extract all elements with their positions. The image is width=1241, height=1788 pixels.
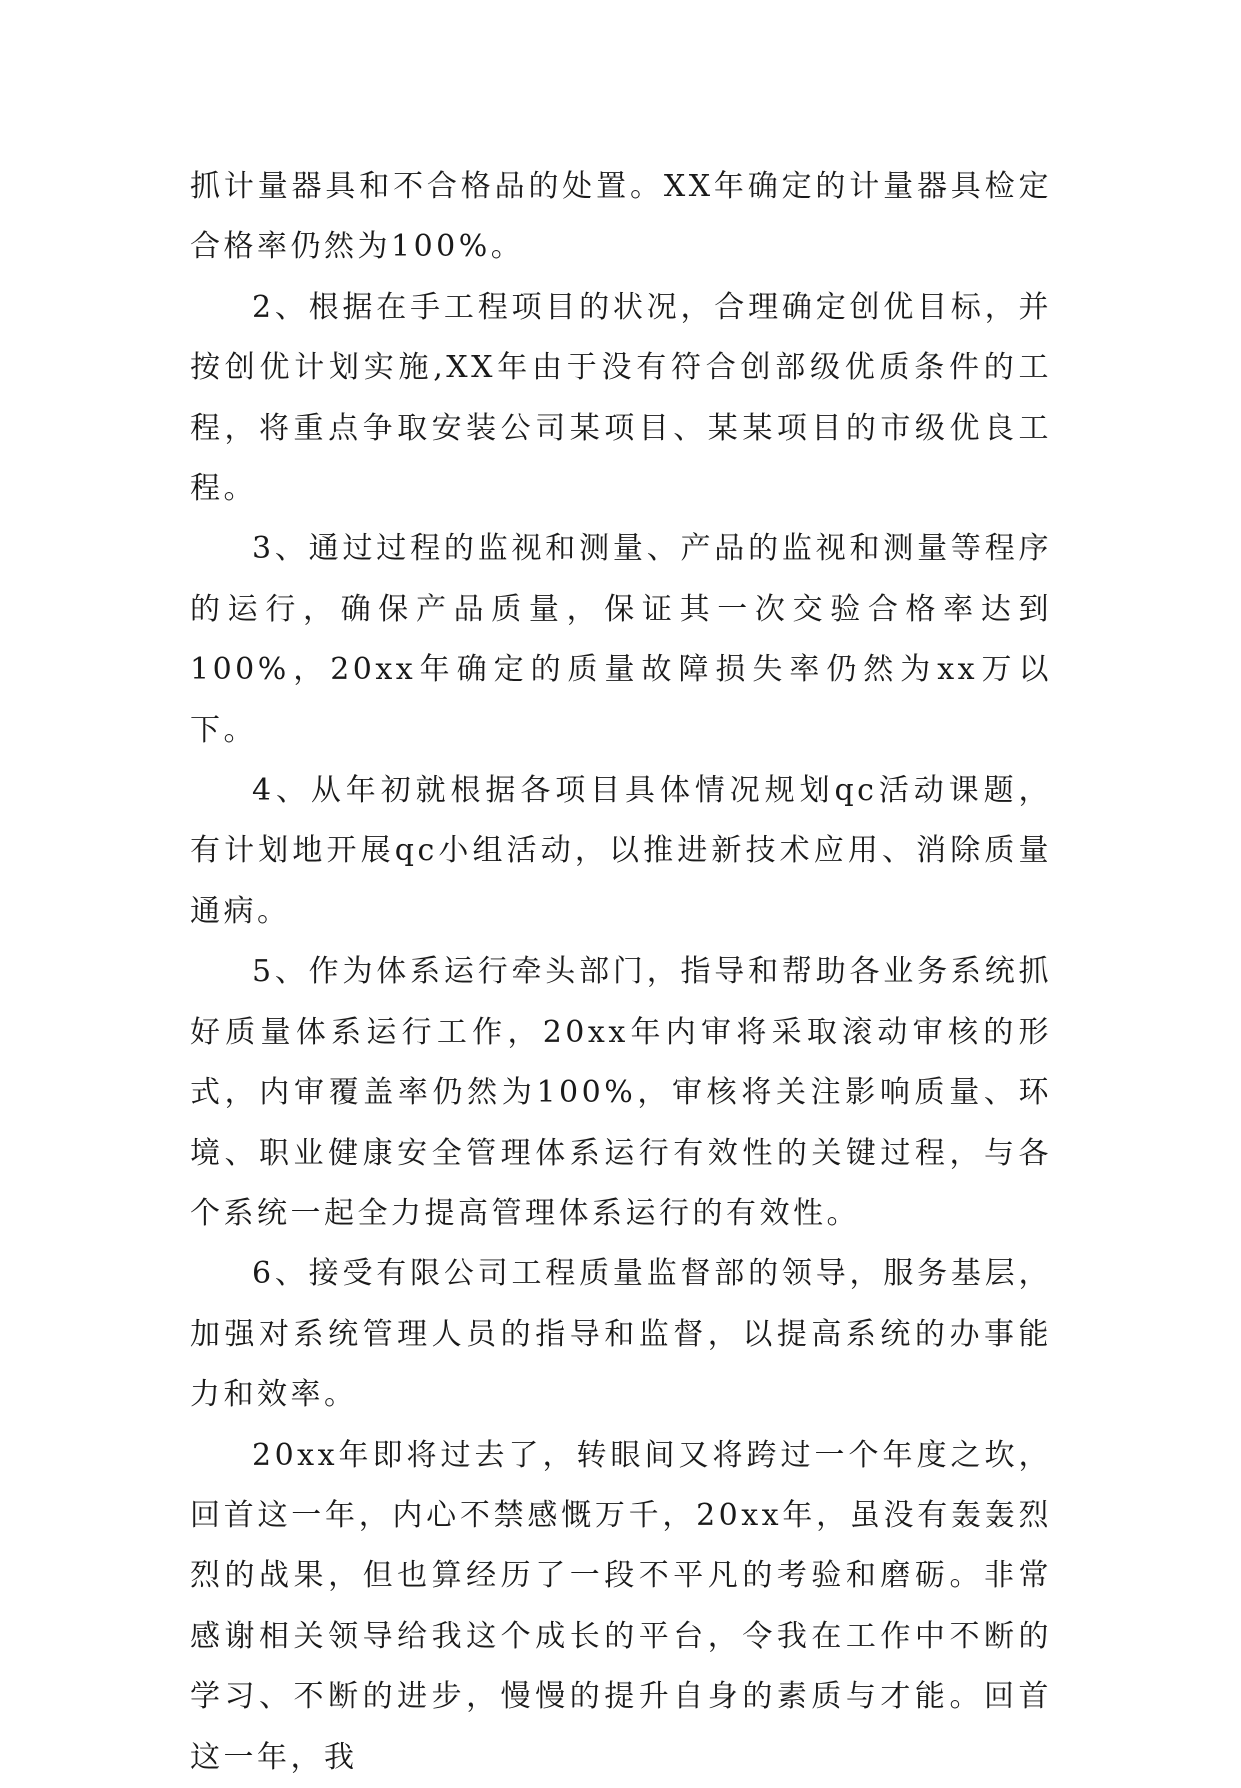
paragraph-item-4: 4、从年初就根据各项目具体情况规划qc活动课题，有计划地开展qc小组活动，以推进新技术应用、消除质量通病。: [190, 773, 1052, 929]
document-body: [190, 157, 1052, 1788]
paragraph-year-review: 20xx年即将过去了，转眼间又将跨过一个年度之坎，回首这一年，内心不禁感慨万千，20xx年，虽没有轰轰烈烈的战果，但也算经历了一段不平凡的考验和磨砺。非常感谢相关领导给我这个成长的平台，令我在工作中不断的学习、不断的进步，慢慢的提升自身的素质与才能。回首这一年，我: [190, 1437, 1052, 1775]
paragraph-item-5: 5、作为体系运行牵头部门，指导和帮助各业务系统抓好质量体系运行工作，20xx年内审将采取滚动审核的形式，内审覆盖率仍然为100%，审核将关注影响质量、环境、职业健康安全管理体系运行有效性的关键过程，与各个系统一起全力提高管理体系运行的有效性。: [190, 954, 1052, 1231]
paragraph-item-6: 6、接受有限公司工程质量监督部的领导，服务基层，加强对系统管理人员的指导和监督，以提高系统的办事能力和效率。: [190, 1256, 1052, 1413]
paragraph-item-3: 3、通过过程的监视和测量、产品的监视和测量等程序的运行，确保产品质量，保证其一次交验合格率达到100%，20xx年确定的质量故障损失率仍然为xx万以下。: [190, 531, 1052, 748]
paragraph-intro-continuation: 抓计量器具和不合格品的处置。XX年确定的计量器具检定合格率仍然为100%。: [190, 169, 1052, 265]
paragraph-item-2: 2、根据在手工程项目的状况，合理确定创优目标，并按创优计划实施,XX年由于没有符合创部级优质条件的工程，将重点争取安装公司某项目、某某项目的市级优良工程。: [190, 289, 1052, 507]
